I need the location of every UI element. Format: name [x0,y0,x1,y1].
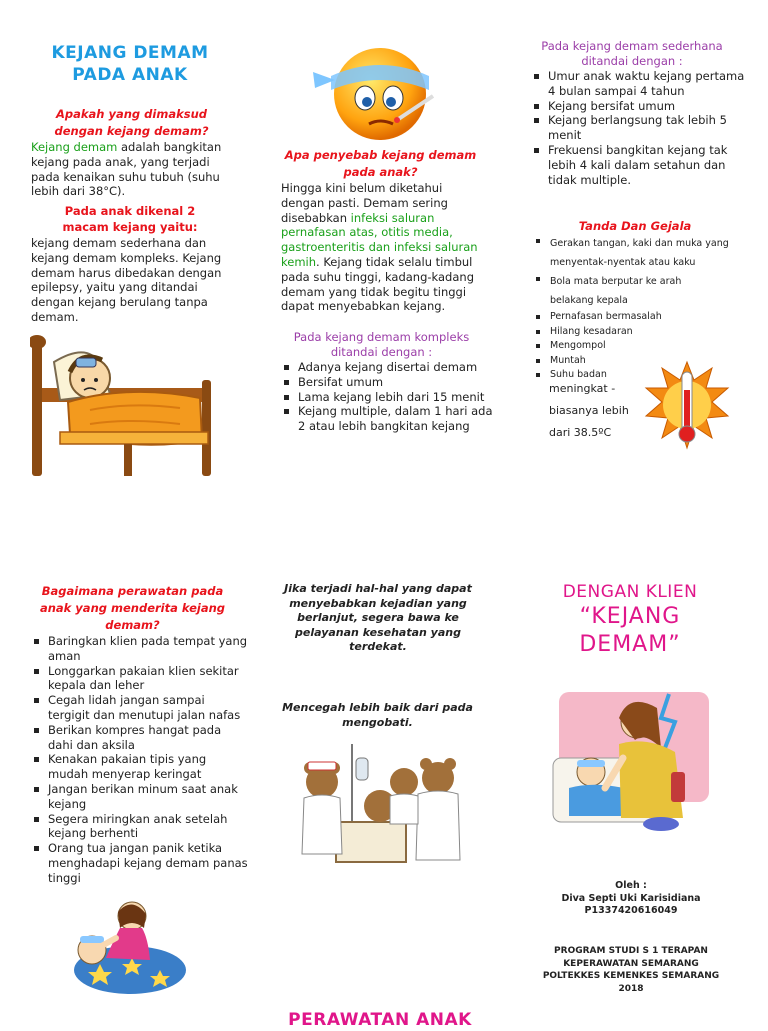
definition-rest: adalah bangkitan kejang pada anak, yang terjadi pada kenaikan suhu tubuh (suhu lebih dari 38°C). [31,140,222,199]
temperature-line1: meningkat - [549,382,616,395]
author-label: Oleh : [615,880,647,891]
list-item: Bersifat umum [298,375,498,390]
cause-text-end: . Kejang tidak selalu timbul pada suhu tinggi, kadang-kadang demam yang tidak begitu tinggi dapat menyebabkan kejang. [281,254,474,314]
institution-block [531,945,731,995]
list-item: Berikan kompres hangat pada dahi dan aksila [48,723,248,753]
mother-child-illustration [70,898,190,998]
list-item: Suhu badan [550,368,750,383]
list-item: Umur anak waktu kejang pertama 4 bulan sampai 4 tahun [548,69,748,99]
main-title-line2: PADA ANAK [72,65,188,85]
author-name: Diva Septi Uki Karisidiana [561,892,701,904]
sick-emoji-illustration [305,36,455,146]
prevention-text: Mencegah lebih baik dari pada mengobati. [282,701,473,729]
main-title [30,42,230,86]
care-question: Bagaimana perawatan pada anak yang menderita kejang demam? [39,584,226,632]
temperature-line2: biasanya lebih [549,404,629,417]
simple-signs-list [532,69,748,187]
definition-text [31,140,231,199]
definition-question: Apakah yang dimaksud dengan kejang demam? [54,107,209,138]
cover-line3: DEMAM” [579,632,681,657]
care-list [32,634,248,886]
cover-title [530,581,730,659]
list-item: Jangan berikan minum saat anak kejang [48,782,248,812]
list-item: Orang tua jangan panik ketika menghadapi kejang demam panas tinggi [48,841,248,885]
simple-heading: Pada kejang demam sederhana ditandai dengan : [541,39,723,68]
cause-text-start: Hingga kini belum diketahui dengan pasti. Demam sering disebabkan [281,181,448,225]
department-name: KEPERAWATAN SEMARANG [563,958,699,969]
author-nim: P1337420616049 [584,905,678,916]
types-question: Pada anak dikenal 2 macam kejang yaitu: [62,204,198,234]
list-item: Muntah [550,354,750,369]
cover-title-top: PERAWATAN ANAK [288,1010,472,1030]
list-item: Lama kejang lebih dari 15 menit [298,390,498,405]
mother-sick-child-illustration [549,688,711,838]
list-item: Longgarkan pakaian klien sekitar kepala dan leher [48,664,248,694]
list-item: Adanya kejang disertai demam [298,360,498,375]
cover-line1: DENGAN KLIEN [562,582,698,602]
list-item: Kejang multiple, dalam 1 hari ada 2 atau lebih bangkitan kejang [298,404,498,434]
list-item: Segera miringkan anak setelah kejang berhenti [48,812,248,842]
list-item: Gerakan tangan, kaki dan muka yang menyentak-nyentak atau kaku [550,234,750,272]
list-item: Kejang berlangsung tak lebih 5 menit [548,113,748,143]
advice-text: Jika terjadi hal-hal yang dapat menyebabkan kejadian yang berlanjut, segera bawa ke pelayanan kesehatan yang terdekat. [284,582,472,653]
list-item: Frekuensi bangkitan kejang tak lebih 4 kali dalam setahun dan tidak multiple. [548,143,748,187]
bear-doctors-illustration [296,744,466,874]
cause-question: Apa penyebab kejang demam pada anak? [284,148,477,179]
temperature-note [549,378,649,444]
program-name: PROGRAM STUDI S 1 TERAPAN [554,946,708,956]
sick-child-bed-illustration [30,328,220,480]
school-name: POLTEKKES KEMENKES SEMARANG [542,971,720,981]
author-block [531,880,731,918]
main-title-line1: KEJANG DEMAM [51,43,209,63]
complex-signs-list [282,360,498,434]
list-item: Kenakan pakaian tipis yang mudah menyerap keringat [48,752,248,782]
list-item: Hilang kesadaran [550,325,750,340]
list-item: Cegah lidah jangan sampai tergigit dan menutupi jalan nafas [48,693,248,723]
year: 2018 [618,983,644,994]
thermometer-sun-illustration [644,360,730,452]
list-item: Baringkan klien pada tempat yang aman [48,634,248,663]
cause-text [281,181,486,314]
signs-heading: Tanda Dan Gejala [578,219,692,233]
list-item: Kejang bersifat umum [548,99,748,114]
cause-infections: infeksi saluran pernafasan atas, otitis media, gastroenteritis dan infeksi saluran kemih [281,210,478,269]
list-item: Pernafasan bermasalah [550,310,750,325]
list-item: Mengompol [550,339,750,354]
types-text: kejang demam sederhana dan kejang demam kompleks. Kejang demam harus dibedakan dengan epilepsy, yaitu yang ditandai dengan kejang berulang tanpa demam. [31,236,222,324]
complex-heading: Pada kejang demam kompleks ditandai dengan : [293,330,470,359]
definition-term: Kejang demam [31,140,118,154]
temperature-line3: dari 38.5ºC [549,426,612,439]
cover-line2: “KEJANG [579,604,681,629]
list-item: Bola mata berputar ke arah belakang kepala [550,272,690,310]
